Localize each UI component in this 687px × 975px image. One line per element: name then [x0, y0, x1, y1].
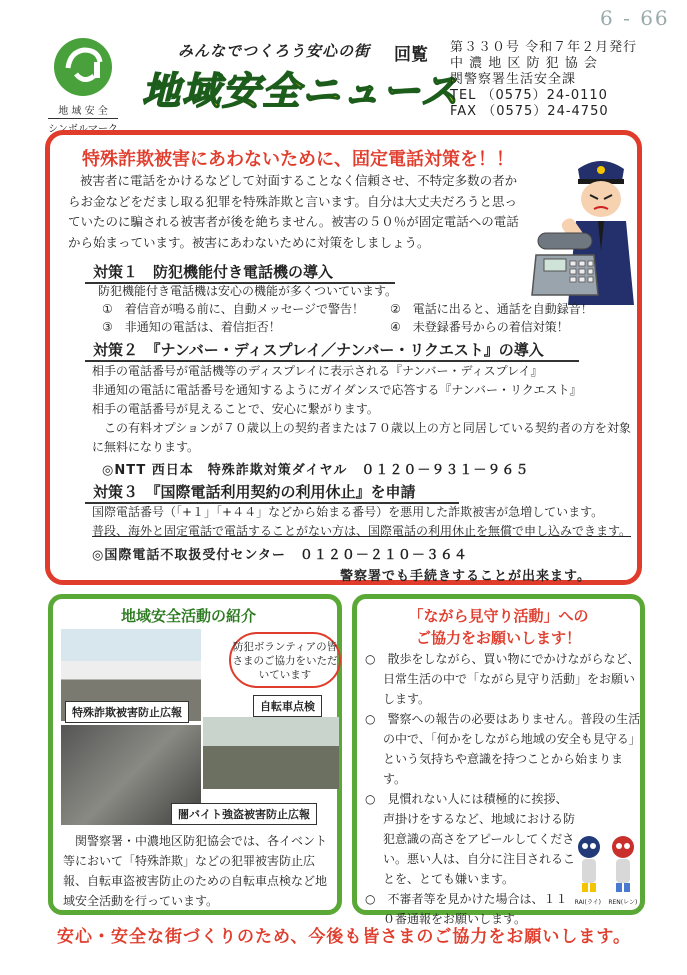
- issuer-police: 関警察署生活安全課: [450, 72, 577, 87]
- measure3-line: 普段、海外と固定電話で電話することがない方は、国際電話の利用休止を無償で申し込みできます。: [92, 524, 632, 538]
- measure2-line: に無料になります。: [92, 440, 200, 454]
- measure2-line: この有料オプションが７０歳以上の契約者または７０歳以上の方と同居している契約者の方を対象: [104, 421, 631, 435]
- mascot-icon: [571, 831, 641, 893]
- ntt-contact: ◎NTT 西日本 特殊詐欺対策ダイヤル ０１２０－９３１－９６５: [102, 463, 530, 478]
- intl-contact: ◎国際電話不取扱受付センター ０１２０－２１０－３６４: [92, 548, 468, 563]
- logo-caption: 地 域 安 全: [58, 106, 108, 117]
- activity-body: 関警察署・中濃地区防犯協会では、各イベント等において「特殊詐欺」などの犯罪被害防止広報、自転車盗被害防止のための自転車点検など地域安全活動を行っています。: [63, 834, 328, 908]
- patrol-item: ○ 散歩をしながら、買い物にでかけながらなど、日常生活の中で「ながら見守り活動」をお願いします。: [365, 652, 640, 706]
- patrol-item: ○ 警察への報告の必要はありません。普段の生活の中で、「何かをしながら地域の安全も見守る」という気持ちや意識を持つことから始まります。: [365, 712, 641, 786]
- activity-heading: 地域安全活動の紹介: [121, 607, 257, 625]
- mascot-label: REN(レン): [608, 899, 638, 906]
- activity-section: [48, 594, 342, 915]
- measure3-title: 対策３ 『国際電話利用契約の利用休止』を申請: [85, 481, 459, 504]
- feature-item: ③ 非通知の電話は、着信拒否！: [102, 320, 281, 334]
- measure2-line: 非通知の電話に電話番号を通知するようにガイダンスで応答する『ナンバー・リクエスト』: [92, 383, 582, 397]
- fraud-section: [45, 130, 642, 585]
- police-note: 警察署でも手続きすることが出来ます。: [340, 569, 591, 584]
- measure3-line: 国際電話番号（「+１」「+４４」などから始まる番号）を悪用した詐欺被害が急増しています。: [92, 505, 604, 519]
- measure2-line: 相手の電話番号が見えることで、安心に繋がります。: [92, 402, 379, 416]
- telephone-icon: [530, 225, 600, 299]
- feature-item: ① 着信音が鳴る前に、自動メッセージで警告！: [102, 302, 365, 316]
- patrol-subheading: ご協力をお願いします！: [415, 629, 581, 647]
- logo-subcaption: シンボルマーク: [48, 118, 118, 135]
- handwritten-note: 6 - 66: [600, 6, 670, 30]
- issue-number: 第３３０号 令和７年２月発行: [450, 40, 638, 55]
- issue-info: [450, 40, 637, 120]
- mascot-label: RAI(ライ): [574, 899, 601, 906]
- fraud-heading: 特殊詐欺被害にあわないために、固定電話対策を！！: [82, 149, 514, 170]
- tagline: みんなでつくろう安心の街: [178, 42, 371, 60]
- feature-item: ④ 未登録番号からの着信対策！: [390, 320, 569, 334]
- measure1-lead: 防犯機能付き電話機は安心の機能が多くついています。: [98, 284, 398, 298]
- issue-tel: TEL （0575）24-0110: [450, 88, 608, 103]
- symbol-mark-icon: [54, 38, 112, 96]
- safety-logo: [38, 38, 128, 136]
- measure1-title: 対策１ 防犯機能付き電話機の導入: [85, 261, 395, 284]
- fraud-intro: 被害者に電話をかけるなどして対面することなく信頼させ、不特定多数の者からお金などをだまし取る犯罪を特殊詐欺と言います。自分は大丈夫だろうと思っていたのに騙される被害者が後を絶ちません。被害の５０％が固定電話への電話から始まっています。被害にあわないために対策をしましょう。: [68, 173, 519, 250]
- caption-fraud: 特殊詐欺被害防止広報: [65, 701, 189, 723]
- measure2-line: 相手の電話番号が電話機等のディスプレイに表示される『ナンバー・ディスプレイ』: [92, 364, 543, 378]
- measure2-title: 対策２ 『ナンバー・ディスプレイ／ナンバー・リクエスト』の導入: [85, 339, 579, 362]
- patrol-heading: 「ながら見守り活動」への: [408, 607, 589, 625]
- circulation-label: 回覧: [394, 45, 428, 65]
- footer-message: 安心・安全な街づくりのため、今後も皆さまのご協力をお願いします。: [57, 927, 631, 947]
- newsletter-title: 地域安全ニュース: [142, 69, 461, 113]
- issue-fax: FAX （0575）24-4750: [450, 104, 609, 119]
- feature-item: ② 電話に出ると、通話を自動録音！: [390, 302, 593, 316]
- volunteer-bubble: 防犯ボランティアの皆さまのご協力をいただいています: [229, 632, 341, 688]
- patrol-item: ○ 不審者等を見かけた場合は、１１０番通報をお願いします。: [365, 892, 568, 926]
- patrol-section: [352, 594, 645, 926]
- caption-bicycle: 自転車点検: [253, 695, 322, 717]
- patrol-item: ○ 見慣れない人には積極的に挨拶、声掛けをするなど、地域における防犯意識の高さをアピールしてください。悪い人は、自分に注目されることを、とても嫌います。: [365, 792, 576, 886]
- issuer-association: 中 濃 地 区 防 犯 協 会: [450, 56, 598, 71]
- mascot-characters: [571, 831, 641, 905]
- caption-dark-job: 闇バイト強盗被害防止広報: [171, 803, 317, 825]
- photo-bicycle-check: [203, 717, 339, 789]
